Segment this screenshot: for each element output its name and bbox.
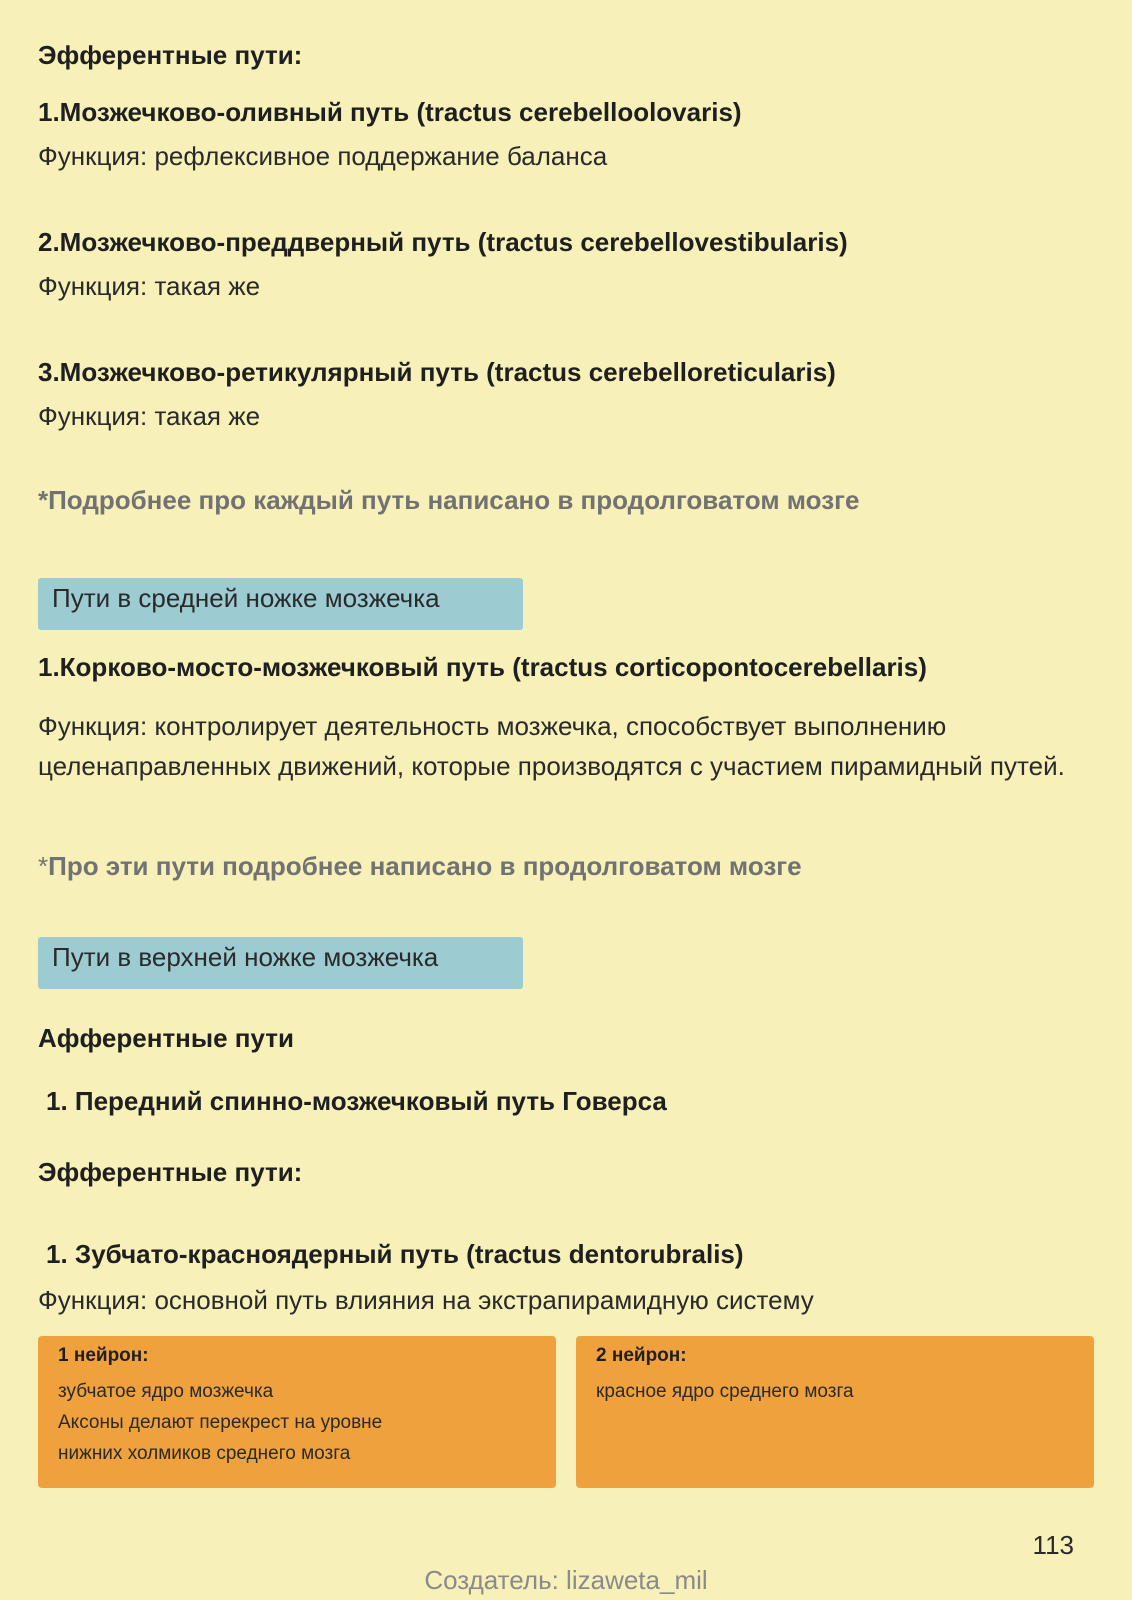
pathway-function: Функция: основной путь влияния на экстрапирамидную систему [38,1285,814,1315]
pathway-function: Функция: рефлексивное поддержание баланса [38,141,608,171]
pathway-title: 1. Передний спинно-мозжечковый путь Говерса [46,1086,667,1116]
pathway-title: 2.Мозжечково-преддверный путь (tractus cerebellovestibularis) [38,227,848,257]
page-number: 113 [1032,1530,1074,1560]
creator-credit: Создатель: lizaweta_mil [424,1565,708,1595]
pathway-title: 1.Корково-мосто-мозжечковый путь (tractus corticopontocerebellaris) [38,652,927,682]
section-heading-efferent: Эфферентные пути: [38,40,303,70]
neuron-title: 2 нейрон: [596,1345,687,1366]
pathway-function: Функция: такая же [38,401,261,431]
pathway-function: Функция: такая же [38,271,261,301]
neuron-line: зубчатое ядро мозжечка [58,1381,274,1402]
pathway-title: 3.Мозжечково-ретикулярный путь (tractus cerebelloreticularis) [38,357,836,387]
note-text: *Подробнее про каждый путь написано в продолговатом мозге [38,485,860,515]
neuron-line: нижних холмиков среднего мозга [58,1443,351,1464]
note-star: * [38,851,49,881]
pathway-function: Функция: контролирует деятельность мозжечка, способствует выполнению целенаправленных движений, которые производятся с участием пирамидный путей. [38,711,1065,781]
note-text [38,851,802,882]
pathway-title: 1.Мозжечково-оливный путь (tractus cerebelloolovaris) [38,97,742,127]
neuron-title: 1 нейрон: [58,1345,149,1366]
neuron-card-2 [576,1336,1094,1488]
section-heading-efferent: Эфферентные пути: [38,1157,303,1187]
pathway-title: 1. Зубчато-красноядерный путь (tractus dentorubralis) [46,1239,744,1269]
section-label-upper-peduncle: Пути в верхней ножке мозжечка [38,937,523,989]
note-body: Про эти пути подробнее написано в продолговатом мозге [48,851,802,881]
section-heading-afferent: Афферентные пути [38,1023,294,1053]
section-label-middle-peduncle: Пути в средней ножке мозжечка [38,578,523,630]
neuron-line: красное ядро среднего мозга [596,1381,854,1402]
neuron-card-1 [38,1336,556,1488]
neuron-line: Аксоны делают перекрест на уровне [58,1412,383,1433]
